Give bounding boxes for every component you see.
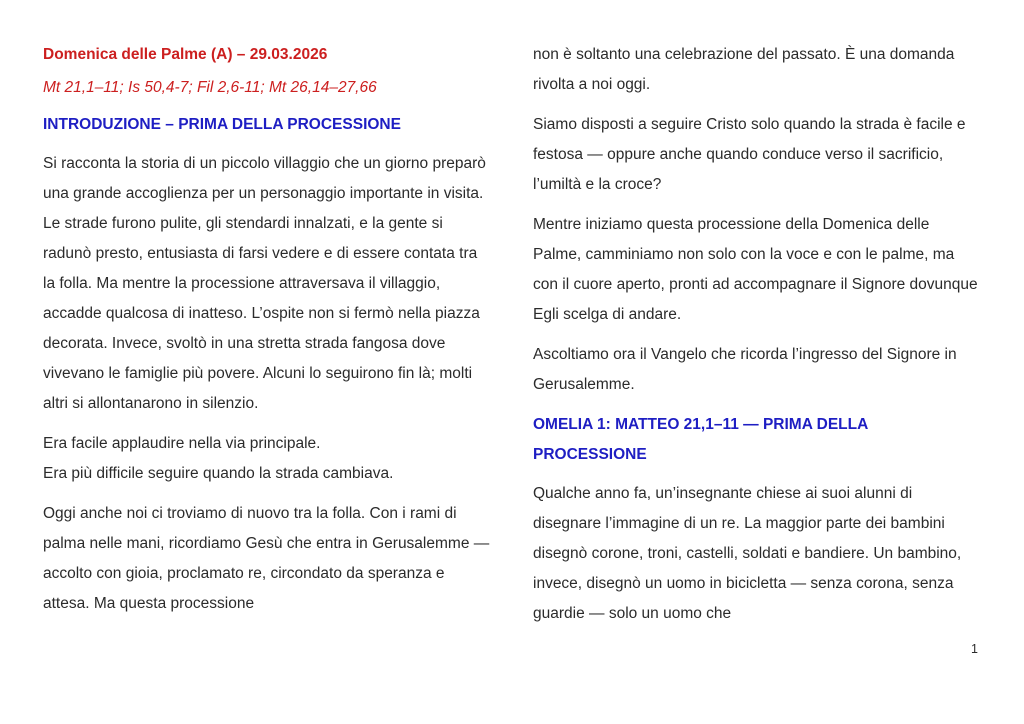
paragraph-today-crowd: Oggi anche noi ci troviamo di nuovo tra la folla. Con i rami di palma nelle mani, ricordiamo Gesù che entra in Gerusalemme — accolto con gioia, proclamato re, circondato da speranza e attesa. Ma questa processione: [43, 505, 490, 612]
section-heading-omelia-1: OMELIA 1: MATTEO 21,1–11 — PRIMA DELLA PROCESSIONE: [533, 416, 868, 463]
right-column: [533, 40, 980, 639]
scripture-readings: Mt 21,1–11; Is 50,4-7; Fil 2,6-11; Mt 26,14–27,66: [43, 79, 377, 96]
paragraph-procession-walk: Mentre iniziamo questa processione della Domenica delle Palme, camminiamo non solo con la voce e con le palme, ma con il cuore aperto, pronti ad accompagnare il Signore dovunque Egli scelga di andare.: [533, 216, 978, 323]
line-easy-applaud: Era facile applaudire nella via principale.: [43, 435, 321, 452]
paragraph-listen-gospel: Ascoltiamo ora il Vangelo che ricorda l’ingresso del Signore in Gerusalemme.: [533, 346, 957, 393]
paragraph-follow-question: Siamo disposti a seguire Cristo solo quando la strada è facile e festosa — oppure anche quando conduce verso il sacrificio, l’umiltà e la croce?: [533, 116, 966, 193]
paragraph-teacher-king: Qualche anno fa, un’insegnante chiese ai suoi alunni di disegnare l’immagine di un re. La maggior parte dei bambini disegnò corone, troni, castelli, soldati e bandiere. Un bambino, invece, disegnò un uomo in bicicletta — senza corona, senza guardie — solo un uomo che: [533, 485, 962, 622]
paragraph-celebration-continuation: non è soltanto una celebrazione del passato. È una domanda rivolta a noi oggi.: [533, 46, 955, 93]
paragraph-easy-hard: [43, 429, 490, 489]
left-column: [43, 40, 490, 639]
line-hard-follow: Era più difficile seguire quando la strada cambiava.: [43, 465, 394, 482]
page-number: 1: [971, 642, 978, 656]
document-title: Domenica delle Palme (A) – 29.03.2026: [43, 46, 328, 63]
paragraph-village-story: Si racconta la storia di un piccolo villaggio che un giorno preparò una grande accoglienza per un personaggio importante in visita. Le strade furono pulite, gli stendardi innalzati, e la gente si radunò presto, entusiasta di farsi vedere e di essere contata tra la folla. Ma mentre la processione attraversava il villaggio, accadde qualcosa di inatteso. L’ospite non si fermò nella piazza decorata. Invece, svoltò in una stretta strada fangosa dove vivevano le famiglie più povere. Alcuni lo seguirono fin là; molti altri si allontanarono in silenzio.: [43, 155, 486, 412]
two-column-layout: [43, 40, 981, 639]
section-heading-introduzione: INTRODUZIONE – PRIMA DELLA PROCESSIONE: [43, 116, 401, 133]
